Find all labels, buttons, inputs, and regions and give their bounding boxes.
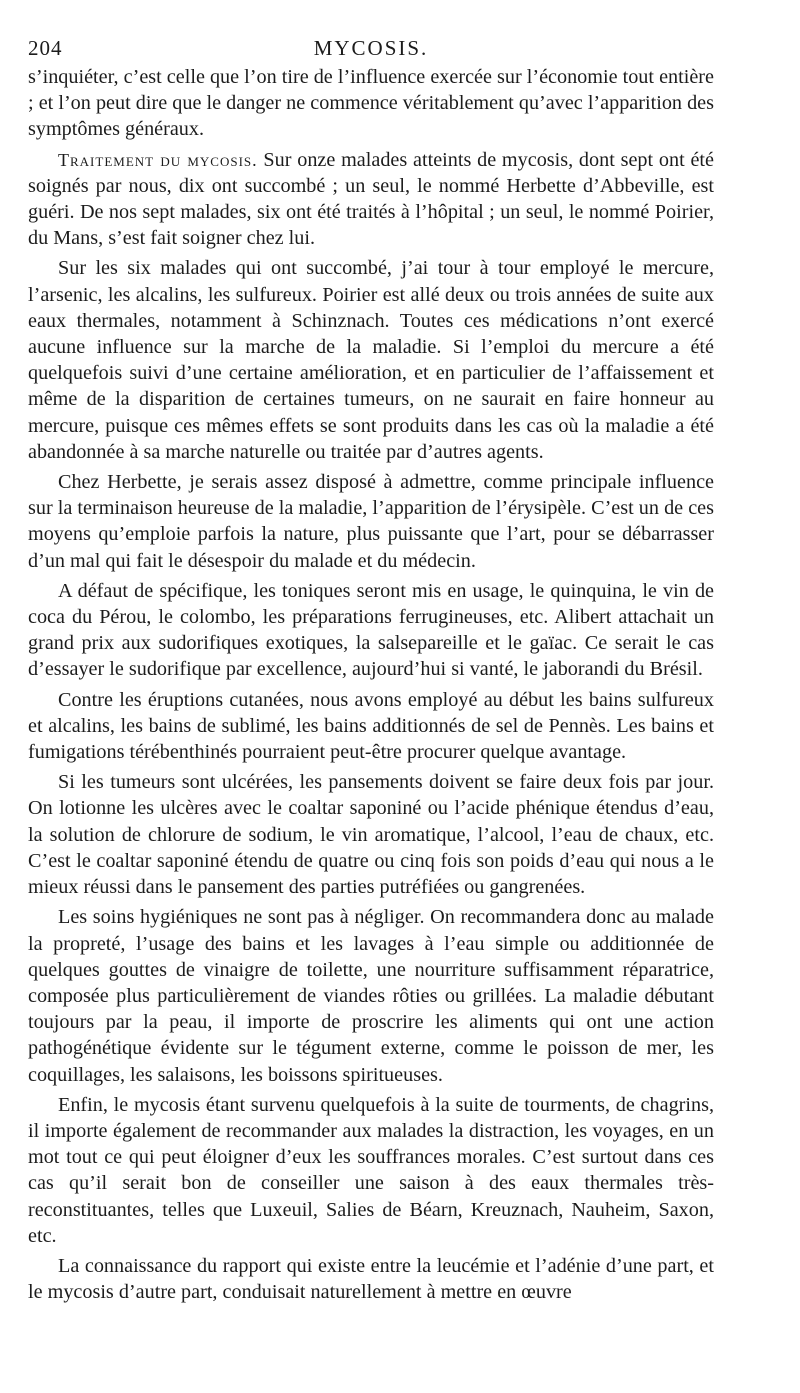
paragraph-text: Les soins hygiéniques ne sont pas à négliger. On recommandera donc au malade la propreté, l’usage des bains et les lavages à l’eau simple ou additionnée de quelques gouttes de vinaigre de toilette, une nourriture suffisamment réparatrice, composée plus particulièrement de viandes rôties ou grillées. La maladie débutant toujours par la peau, il importe de proscrire les aliments qui ont une action pathogénétique évidente sur le tégument externe, comme le poisson de mer, les coquillages, les salaisons, les boissons spiritueuses. (28, 906, 714, 1086)
paragraph (28, 469, 714, 574)
paragraph-text: Sur onze malades atteints de mycosis, dont sept ont été soignés par nous, dix ont succombé ; un seul, le nommé Herbette d’Abbeville, est guéri. De nos sept malades, six ont été traités à l’hôpital ; un seul, le nommé Poirier, du Mans, s’est fait soigner chez lui. (28, 148, 714, 250)
paragraph (28, 1092, 714, 1249)
page-body (28, 64, 714, 1309)
paragraph-text: Enfin, le mycosis étant survenu quelquefois à la suite de tourments, de chagrins, il importe également de recommander aux malades la distraction, les voyages, en un mot tout ce qui peut éloigner d’eux les souffrances morales. C’est surtout dans ces cas qu’il serait bon de conseiller une saison à des eaux thermales très-reconstituantes, telles que Luxeuil, Salies de Béarn, Kreuznach, Nauheim, Saxon, etc. (28, 1093, 714, 1247)
paragraph-text: La connaissance du rapport qui existe entre la leucémie et l’adénie d’une part, et le mycosis d’autre part, conduisait naturellement à mettre en œuvre (28, 1254, 714, 1304)
paragraph (28, 255, 714, 465)
paragraph (28, 1253, 714, 1305)
paragraph-text: Sur les six malades qui ont succombé, j’ai tour à tour employé le mercure, l’arsenic, les alcalins, les sulfureux. Poirier est allé deux ou trois années de suite aux eaux thermales, notamment à Schinznach. Toutes ces médications n’ont exercé aucune influence sur la marche de la maladie. Si l’emploi du mercure a été quelquefois suivi d’une certaine amélioration, et en particulier de l’affaissement et même de la disparition de certaines tumeurs, on ne saurait en faire honneur au mercure, puisque ces mêmes effets se sont produits dans les cas où la maladie a été abandonnée à sa marche naturelle ou traitée par d’autres agents. (28, 257, 714, 463)
paragraph-text: A défaut de spécifique, les toniques seront mis en usage, le quinquina, le vin de coca du Pérou, le colombo, les préparations ferrugineuses, etc. Alibert attachait un grand prix aux sudorifiques exotiques, la salsepareille et le gaïac. Ce serait le cas d’essayer le sudorifique par excellence, aujourd’hui si vanté, le jaborandi du Brésil. (28, 579, 714, 681)
paragraph (28, 64, 714, 143)
paragraph-text: Contre les éruptions cutanées, nous avons employé au début les bains sulfureux et alcalins, les bains de sublimé, les bains additionnés de sel de Pennès. Les bains et fumigations térébenthinés pourraient peut-être procurer quelque avantage. (28, 688, 714, 764)
paragraph (28, 687, 714, 766)
paragraph-text: s’inquiéter, c’est celle que l’on tire de l’influence exercée sur l’économie tout entière ; et l’on peut dire que le danger ne commence véritablement qu’avec l’apparition des symptômes généraux. (28, 66, 714, 141)
paragraph (28, 904, 714, 1087)
paragraph (28, 769, 714, 900)
page-number: 204 (28, 36, 63, 60)
page-header (28, 36, 714, 66)
paragraph-text: Si les tumeurs sont ulcérées, les pansements doivent se faire deux fois par jour. On lotionne les ulcères avec le coaltar saponiné ou l’acide phénique étendus d’eau, la solution de chlorure de sodium, le vin aromatique, l’alcool, l’eau de chaux, etc. C’est le coaltar saponiné étendu de quatre ou cinq fois son poids d’eau qui nous a le mieux réussi dans le pansement des parties putréfiées ou gangrenées. (28, 771, 714, 899)
paragraph (28, 147, 714, 252)
paragraph (28, 578, 714, 683)
paragraph-text: Chez Herbette, je serais assez disposé à admettre, comme principale influence sur la terminaison heureuse de la maladie, l’apparition de l’érysipèle. C’est un de ces moyens qu’emploie parfois la nature, plus puissante que l’art, pour se débarrasser d’un mal qui fait le désespoir du malade et du médecin. (28, 471, 714, 572)
running-title: MYCOSIS. (313, 36, 429, 60)
section-heading: Traitement du mycosis. (58, 149, 258, 170)
